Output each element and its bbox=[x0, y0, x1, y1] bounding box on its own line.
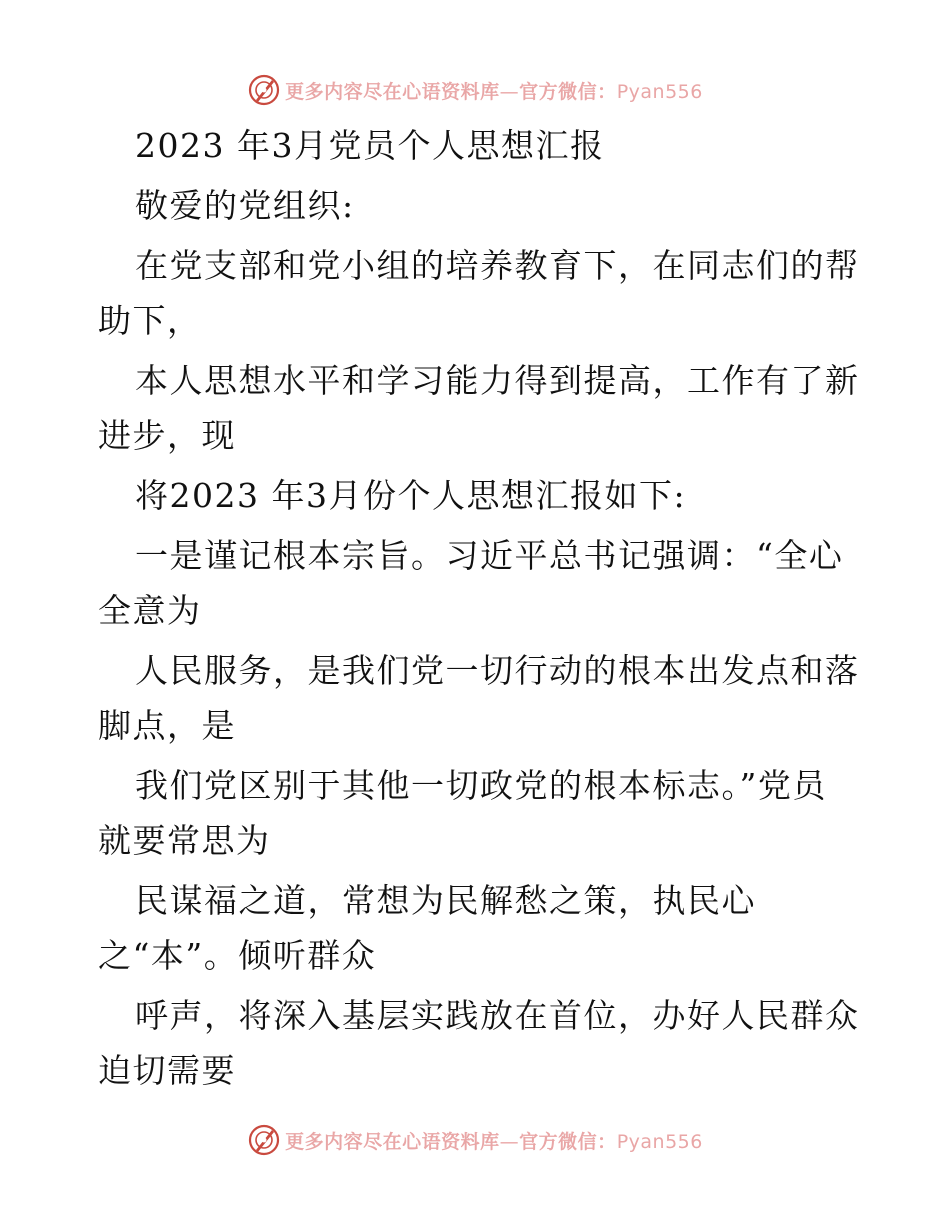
salutation: 敬爱的党组织: bbox=[135, 186, 355, 225]
watermark-wechat-label: 官方微信： bbox=[519, 80, 617, 103]
paragraph-line: 将2023 年3月份个人思想汇报如下: bbox=[135, 476, 687, 515]
paragraph-line: 本人思想水平和学习能力得到提高，工作有了新 bbox=[135, 361, 860, 400]
paragraph-line: 人民服务，是我们党一切行动的根本出发点和落 bbox=[135, 651, 860, 690]
watermark-wechat-label: 官方微信： bbox=[519, 1130, 617, 1153]
paragraph-line: 呼声，将深入基层实践放在首位，办好人民群众 bbox=[135, 996, 860, 1035]
brand-logo-icon bbox=[247, 73, 281, 107]
paragraph-line: 在党支部和党小组的培养教育下，在同志们的帮 bbox=[135, 246, 860, 285]
watermark-wechat-id: Pyan556 bbox=[616, 1130, 703, 1153]
paragraph-line: 我们党区别于其他一切政党的根本标志。”党员 bbox=[135, 766, 827, 805]
paragraph-line: 一是谨记根本宗旨。习近平总书记强调：“全心 bbox=[135, 536, 844, 575]
paragraph-line: 民谋福之道，常想为民解愁之策，执民心 bbox=[135, 881, 756, 920]
paragraph-line: 全意为 bbox=[98, 591, 202, 630]
watermark-text bbox=[285, 1127, 703, 1154]
paragraph-line: 迫切需要 bbox=[98, 1051, 236, 1090]
watermark-text bbox=[285, 77, 703, 104]
watermark-title: 更多内容尽在心语资料库 bbox=[285, 1130, 500, 1153]
watermark-dash: — bbox=[499, 80, 520, 103]
watermark-title: 更多内容尽在心语资料库 bbox=[285, 80, 500, 103]
brand-logo-icon bbox=[247, 1123, 281, 1157]
paragraph-line: 之“本”。倾听群众 bbox=[98, 936, 377, 975]
paragraph-line: 进步，现 bbox=[98, 416, 236, 455]
paragraph-line: 脚点，是 bbox=[98, 706, 236, 745]
paragraph-line: 助下， bbox=[98, 301, 202, 340]
watermark-banner-bottom bbox=[0, 1120, 950, 1160]
watermark-banner-top bbox=[0, 70, 950, 110]
watermark-wechat-id: Pyan556 bbox=[616, 80, 703, 103]
watermark-dash: — bbox=[499, 1130, 520, 1153]
paragraph-line: 就要常思为 bbox=[98, 821, 271, 860]
document-title: 2023 年3月党员个人思想汇报 bbox=[135, 126, 605, 165]
